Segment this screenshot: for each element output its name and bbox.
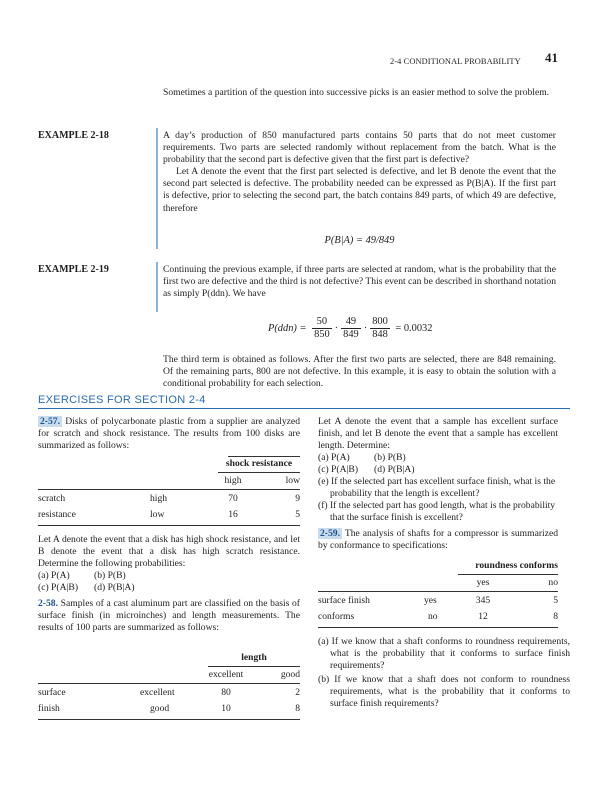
table-2-57-col-high: high [224, 475, 242, 486]
table-2-59-row1-v1: 345 [475, 595, 491, 606]
table-2-59-row1-v2: 5 [553, 595, 558, 606]
exercise-2-59-number: 2-59. [320, 528, 340, 539]
fraction-2 [341, 316, 361, 341]
exercise-2-58-q-c: (c) P(A|B) [318, 464, 359, 475]
table-2-58-bottom-rule [38, 719, 300, 720]
table-2-57-group-rule [218, 472, 300, 473]
fraction-1-denominator: 850 [314, 329, 330, 340]
exercise-2-57-q-a: (a) P(A) [38, 570, 70, 581]
exercise-2-58-q-a: (a) P(A) [318, 452, 350, 463]
table-2-58-row1-label: surface [38, 687, 66, 698]
table-2-57-row1-v1: 70 [228, 493, 238, 504]
table-2-57-top-rule [228, 456, 300, 457]
exercise-2-58-text: Samples of a cast aluminum part are classified on the basis of surface finish (in microinches) and length measurements. The results of 100 parts are summarized as follows: [38, 598, 301, 634]
table-2-59-row2-sub: no [428, 611, 438, 622]
table-2-58-col-good: good [280, 669, 300, 680]
table-2-57-row2-v1: 16 [228, 509, 238, 520]
example-2-19-para2: The third term is obtained as follows. After the first two parts are selected, there are 848 remaining. Of the remaining parts, 800 are not defective. In this example, it is easy to obtain the solution with a conditional probability for each selection. [163, 354, 556, 390]
table-2-58-header-rule [38, 683, 300, 684]
table-2-58-row2-label: finish [38, 703, 60, 714]
exercise-2-58-number: 2-58. [38, 598, 58, 609]
table-2-57-group-header: shock resistance [225, 458, 293, 469]
exercise-2-58-questions-ab [318, 452, 558, 464]
section-title: EXERCISES FOR SECTION 2-4 [38, 394, 206, 406]
table-2-58-row1-sub: excellent [140, 687, 175, 698]
table-2-58-col-excellent: excellent [208, 669, 244, 680]
fraction-1-numerator: 50 [312, 316, 332, 329]
fraction-2-denominator: 849 [343, 329, 359, 340]
exercise-2-59-q-a: (a) If we know that a shaft conforms to roundness requirements, what is the probability that it conforms to surface finish requirements? [318, 636, 570, 672]
table-2-58-row2-v1: 10 [221, 703, 231, 714]
exercise-2-59-q-b: (b) If we know that a shaft does not conform to roundness requirements, what is the probability that it conforms to surface finish requirements? [318, 674, 570, 710]
table-2-57-row1-v2: 9 [295, 493, 300, 504]
example-2-19-label: EXAMPLE 2-19 [38, 264, 109, 275]
table-2-58-group-rule [208, 666, 300, 667]
exercise-2-57-after: Let A denote the event that a disk has high shock resistance, and let B denote the event that a disk has high scratch resistance. Determine the following probabilities: [38, 534, 300, 570]
exercise-2-57-questions-cd [38, 582, 300, 594]
fraction-1 [312, 316, 332, 341]
table-2-59-row2-label: conforms [318, 611, 355, 622]
table-2-57-bottom-rule [38, 525, 300, 526]
table-2-57-row1-sub: high [150, 493, 168, 504]
table-2-59-row1-sub: yes [424, 595, 437, 606]
exercise-2-58-q-e: (e) If the selected part has excellent surface finish, what is the probability that the length is excellent? [318, 476, 556, 500]
exercise-2-59-text: The analysis of shafts for a compressor is summarized by conformance to specifications: [318, 528, 559, 552]
fraction-3-denominator: 848 [372, 329, 388, 340]
exercise-2-57-q-b: (b) P(B) [94, 570, 126, 581]
table-2-57-header-rule [38, 489, 300, 490]
intro-paragraph: Sometimes a partition of the question into successive picks is an easier method to solve the problem. [163, 87, 550, 98]
table-2-59-bottom-rule [318, 627, 558, 628]
table-2-58-group-header: length [241, 652, 267, 663]
example-2-19-para1: Continuing the previous example, if three parts are selected at random, what is the probability that the first two are defective and the third is not defective? This event can be described in shorthand notation as simply P(ddn). We have [163, 264, 556, 300]
table-2-59-group-rule [458, 574, 558, 575]
exercise-2-57-number: 2-57. [40, 416, 60, 427]
example-2-19-bar [156, 262, 158, 312]
exercise-2-58-q-d: (d) P(B|A) [374, 464, 415, 475]
exercise-2-58 [38, 598, 300, 635]
exercise-2-59 [318, 528, 558, 552]
example-2-18-label: EXAMPLE 2-18 [38, 130, 109, 141]
table-2-59-row1-label: surface finish [318, 595, 370, 606]
example-2-18-bar [156, 128, 158, 249]
table-2-57-row2-sub: low [150, 509, 165, 520]
exercise-2-57-questions-ab [38, 570, 300, 582]
table-2-57-col-low: low [285, 475, 300, 486]
table-2-58-row1-v1: 80 [221, 687, 231, 698]
exercise-2-58-continued: Let A denote the event that a sample has excellent surface finish, and let B denote the event that a sample has excellent length. Determine: [318, 416, 558, 452]
section-title-rule [38, 408, 570, 409]
example-2-18-para1: A day’s production of 850 manufactured parts contains 50 parts that do not meet customer requirements. Two parts are selected randomly without replacement from the batch. What is the probability that the second part is defective given that the first part is defective? [163, 130, 556, 166]
exercise-2-58-q-f: (f) If the selected part has good length, what is the probability that the surface finish is excellent? [318, 500, 556, 524]
table-2-58-row2-sub: good [150, 703, 170, 714]
table-2-59-header-rule [318, 591, 558, 592]
table-2-59-col-no: no [548, 577, 558, 588]
table-2-58-row1-v2: 2 [295, 687, 300, 698]
table-2-57-row2-v2: 5 [295, 509, 300, 520]
table-2-57-row1-label: scratch [38, 493, 66, 504]
exercise-2-58-questions-cd [318, 464, 558, 476]
exercise-2-58-q-b: (b) P(B) [374, 452, 406, 463]
exercise-2-57-text: Disks of polycarbonate plastic from a supplier are analyzed for scratch and shock resistance. The results from 100 disks are summarized as follows: [38, 416, 300, 452]
example-2-19-formula [268, 316, 432, 341]
running-header: 2-4 CONDITIONAL PROBABILITY [390, 57, 521, 66]
exercise-2-57 [38, 416, 300, 453]
table-2-59-group-header: roundness conforms [475, 560, 558, 571]
page-number: 41 [545, 50, 558, 65]
fraction-3-numerator: 800 [372, 316, 388, 327]
table-2-59-row2-v1: 12 [478, 611, 488, 622]
exercise-2-57-q-d: (d) P(B|A) [94, 582, 135, 593]
table-2-59-col-yes: yes [476, 577, 490, 588]
dot-1: · [334, 322, 339, 334]
exercise-2-57-q-c: (c) P(A|B) [38, 582, 79, 593]
dot-2: · [363, 322, 368, 334]
fraction-3 [370, 316, 390, 341]
formula-lhs: P(ddn) = [268, 322, 307, 334]
table-2-58-row2-v2: 8 [295, 703, 300, 714]
table-2-57-row2-label: resistance [38, 509, 76, 520]
fraction-2-numerator: 49 [341, 316, 361, 329]
table-2-59-row2-v2: 8 [553, 611, 558, 622]
example-2-18-formula: P(B|A) = 49/849 [324, 235, 395, 246]
example-2-18-para2: Let A denote the event that the first part selected is defective, and let B denote the event that the second part selected is defective. The probability needed can be expressed as P(B|A). If the first part is defective, prior to selecting the second part, the batch contains 849 parts, of which 49 are defective, therefore [163, 166, 556, 214]
formula-rhs: = 0.0032 [395, 322, 433, 334]
